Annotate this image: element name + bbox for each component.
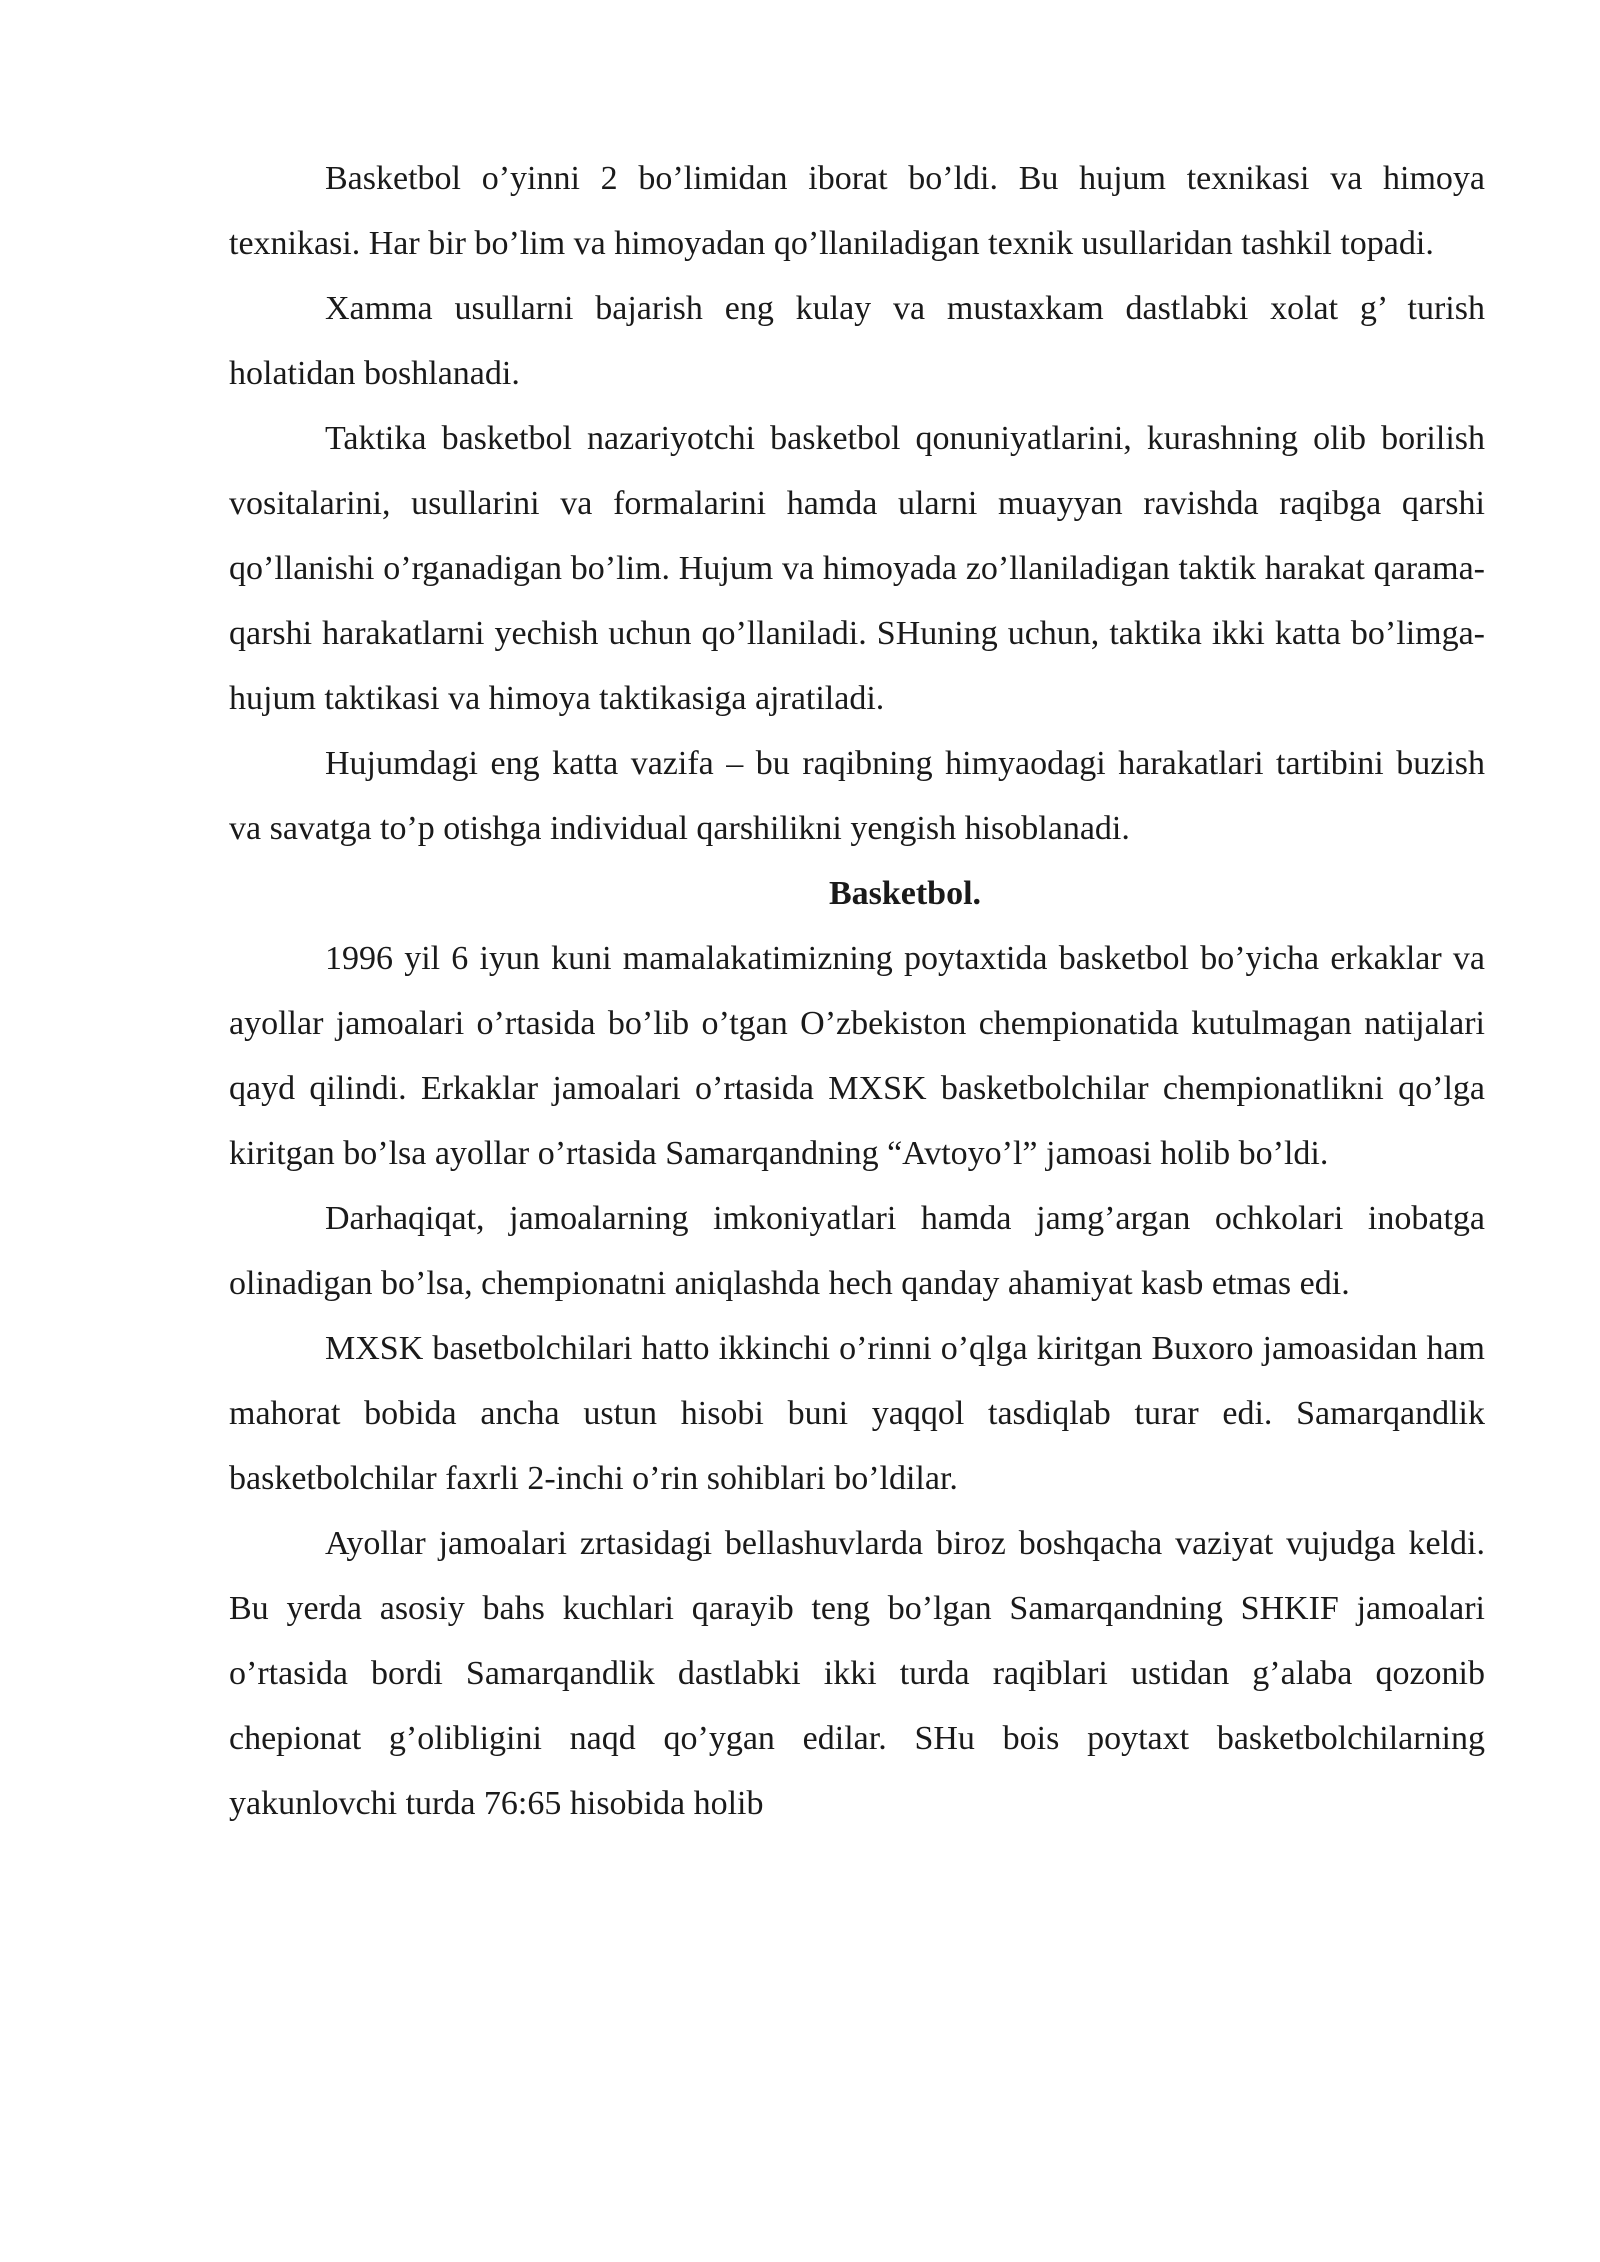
paragraph: Darhaqiqat, jamoalarning imkoniyatlari hamda jamg’argan ochkolari inobatga olinadigan bo’lsa, chempionatni aniqlashda hech qanday ahamiyat kasb etmas edi. — [229, 1200, 1485, 1302]
paragraph: 1996 yil 6 iyun kuni mamalakatimizning poytaxtida basketbol bo’yicha erkaklar va ayollar jamoalari o’rtasida bo’lib o’tgan O’zbekiston chempionatida kutulmagan natijalari qayd qilindi. Erkaklar jamoalari o’rtasida MXSK basketbolchilar chempionatlikni qo’lga kiritgan bo’lsa ayollar o’rtasida Samarqandning “Avtoyo’l” jamoasi holib bo’ldi. — [229, 940, 1485, 1172]
paragraph: Taktika basketbol nazariyotchi basketbol qonuniyatlarini, kurashning olib borilish vositalarini, usullarini va formalarini hamda ularni muayyan ravishda raqibga qarshi qo’llanishi o’rganadigan bo’lim. Hujum va himoyada zo’llaniladigan taktik harakat qarama-qarshi harakatlarni yechish uchun qo’llaniladi. SHuning uchun, taktika ikki katta bo’limga-hujum taktikasi va himoya taktikasiga ajratiladi. — [229, 420, 1485, 717]
document-body — [229, 146, 1485, 1836]
section-heading: Basketbol. — [828, 875, 982, 912]
paragraph: Xamma usullarni bajarish eng kulay va mustaxkam dastlabki xolat g’ turish holatidan boshlanadi. — [229, 290, 1485, 392]
paragraph: Hujumdagi eng katta vazifa – bu raqibning himyaodagi harakatlari tartibini buzish va savatga to’p otishga individual qarshilikni yengish hisoblanadi. — [229, 745, 1485, 847]
paragraph: Ayollar jamoalari zrtasidagi bellashuvlarda biroz boshqacha vaziyat vujudga keldi. Bu yerda asosiy bahs kuchlari qarayib teng bo’lgan Samarqandning SHKIF jamoalari o’rtasida bordi Samarqandlik dastlabki ikki turda raqiblari ustidan g’alaba qozonib chepionat g’olibligini naqd qo’ygan edilar. SHu bois poytaxt basketbolchilarning yakunlovchi turda 76:65 hisobida holib — [229, 1525, 1485, 1822]
paragraph: Basketbol o’yinni 2 bo’limidan iborat bo’ldi. Bu hujum texnikasi va himoya texnikasi. Har bir bo’lim va himoyadan qo’llaniladigan texnik usullaridan tashkil topadi. — [229, 160, 1485, 262]
paragraph: MXSK basetbolchilari hatto ikkinchi o’rinni o’qlga kiritgan Buxoro jamoasidan ham mahorat bobida ancha ustun hisobi buni yaqqol tasdiqlab turar edi. Samarqandlik basketbolchilar faxrli 2-inchi o’rin sohiblari bo’ldilar. — [229, 1330, 1485, 1497]
